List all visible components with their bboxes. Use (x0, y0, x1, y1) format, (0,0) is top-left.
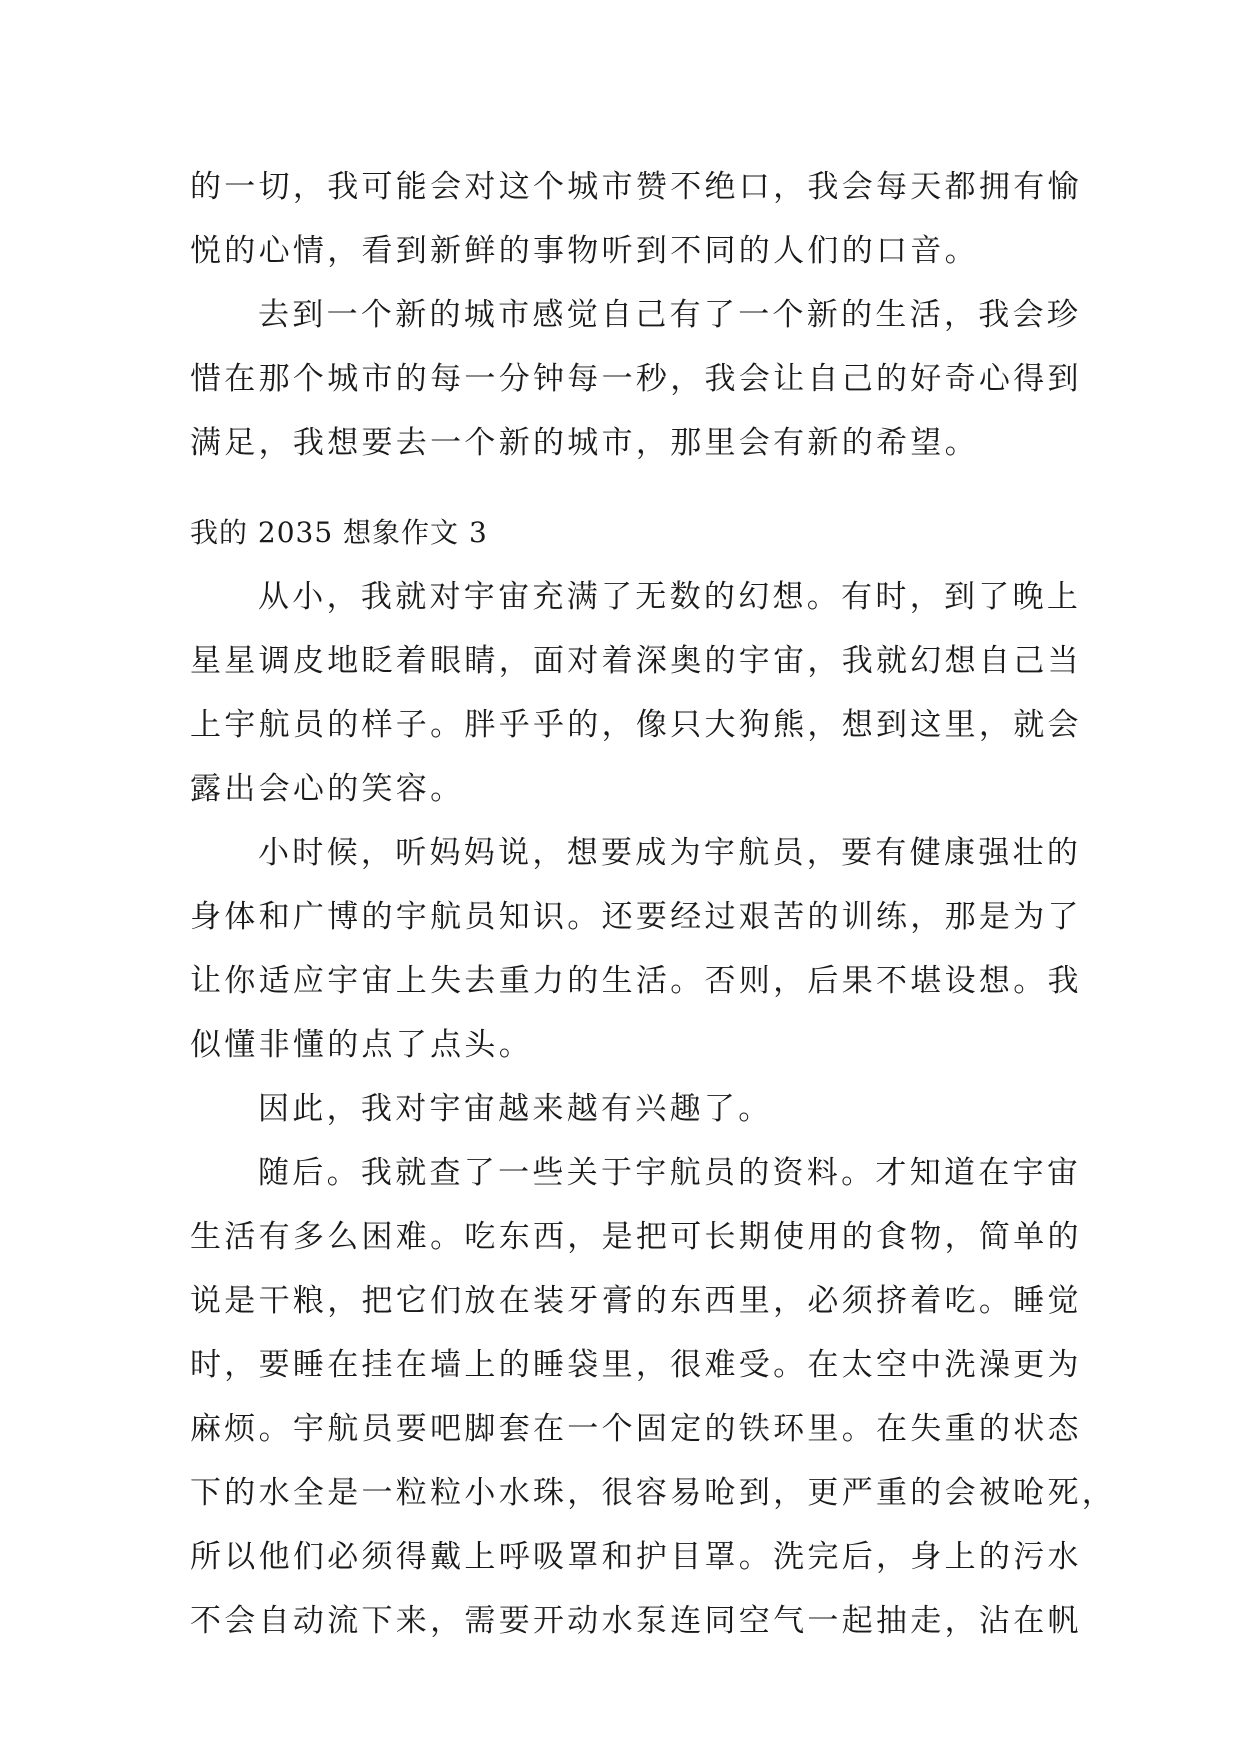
text-line: 满足，我想要去一个新的城市，那里会有新的希望。 (190, 425, 979, 461)
paragraph-block-city (190, 155, 1082, 475)
text-line: 麻烦。宇航员要吧脚套在一个固定的铁环里。在失重的状态 (190, 1411, 1082, 1447)
text-line: 小时候，听妈妈说，想要成为宇航员，要有健康强壮的 (258, 835, 1082, 871)
text-line: 的一切，我可能会对这个城市赞不绝口，我会每天都拥有愉 (190, 169, 1082, 205)
text-line: 所以他们必须得戴上呼吸罩和护目罩。洗完后，身上的污水 (190, 1539, 1082, 1575)
text-line: 惜在那个城市的每一分钟每一秒，我会让自己的好奇心得到 (190, 361, 1082, 397)
text-line: 从小，我就对宇宙充满了无数的幻想。有时，到了晚上 (258, 579, 1082, 615)
text-line: 悦的心情，看到新鲜的事物听到不同的人们的口音。 (190, 233, 979, 269)
text-line: 时，要睡在挂在墙上的睡袋里，很难受。在太空中洗澡更为 (190, 1347, 1082, 1383)
text-line: 说是干粮，把它们放在装牙膏的东西里，必须挤着吃。睡觉 (190, 1283, 1082, 1319)
text-line: 随后。我就查了一些关于宇航员的资料。才知道在宇宙 (258, 1155, 1082, 1191)
essay-heading: 我的 2035 想象作文 3 (190, 516, 488, 549)
text-line: 上宇航员的样子。胖乎乎的，像只大狗熊，想到这里，就会 (190, 707, 1082, 743)
text-line: 因此，我对宇宙越来越有兴趣了。 (258, 1091, 773, 1127)
text-line: 身体和广博的宇航员知识。还要经过艰苦的训练，那是为了 (190, 899, 1082, 935)
text-line: 去到一个新的城市感觉自己有了一个新的生活，我会珍 (258, 297, 1082, 333)
text-line: 似懂非懂的点了点头。 (190, 1027, 533, 1063)
text-line: 生活有多么困难。吃东西，是把可长期使用的食物，简单的 (190, 1219, 1082, 1255)
text-line: 露出会心的笑容。 (190, 771, 465, 807)
text-line: 让你适应宇宙上失去重力的生活。否则，后果不堪设想。我 (190, 963, 1082, 999)
text-line: 星星调皮地眨着眼睛，面对着深奥的宇宙，我就幻想自己当 (190, 643, 1082, 679)
text-line: 不会自动流下来，需要开动水泵连同空气一起抽走，沾在帆 (190, 1603, 1082, 1639)
text-line: 下的水全是一粒粒小水珠，很容易呛到，更严重的会被呛死， (190, 1475, 1117, 1511)
paragraph-block-space (190, 565, 1117, 1653)
